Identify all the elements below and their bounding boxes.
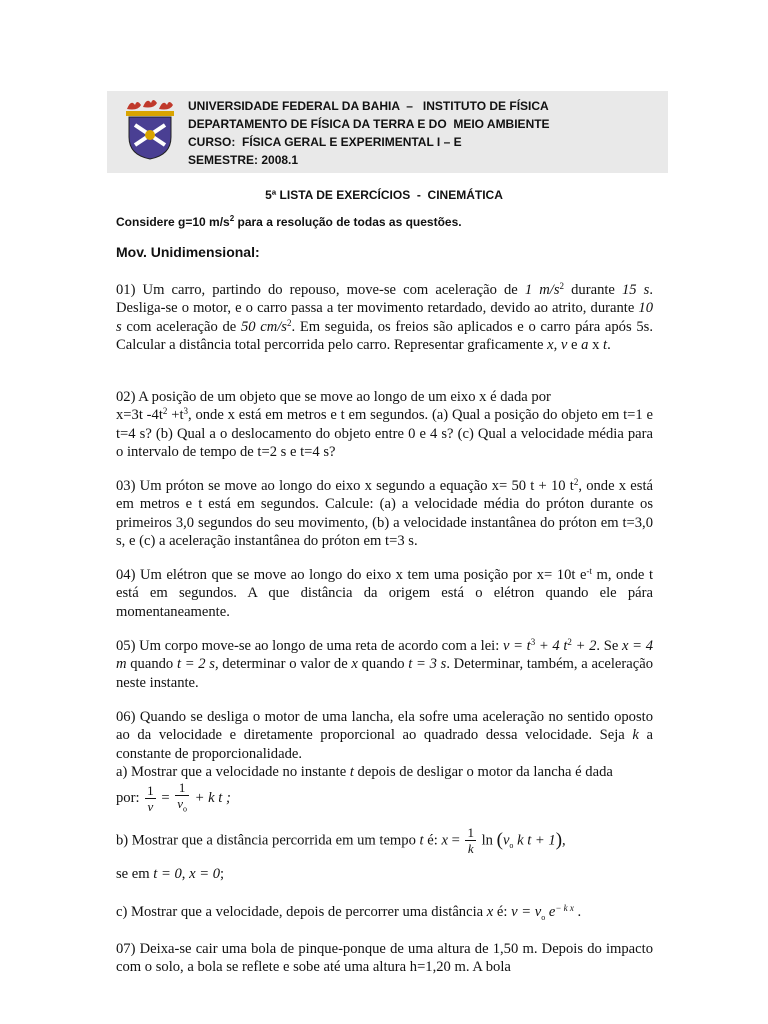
question-01: 01) Um carro, partindo do repouso, move-se com aceleração de 1 $m/s^2$ durante 15 s. Desliga-se o motor, e o carro passa a ter movimento retardado, devido ao atrito, durante 10 s com aceleração de 50 $cm/s^2$. Em seguida, os freios são aplicados e o carro pára após 5s. Calcular a distância total percorrida pelo carro. Representar graficamente x, v e a x t. bbox=[116, 281, 654, 353]
question-03: 03) Um próton se move ao longo do eixo x segundo a equação x= 50 t + 10 $t^2$, onde x está em metros e t está em segundos. Calcule: (a) a velocidade média do próton durante os primeiros 3,0 segundos do seu movimento, (b) a velocidade instantânea do próton em t=3,0 s, e (c) a aceleração instantânea do próton em t=3 s. bbox=[116, 477, 653, 549]
fraction-1-over-k: $\frac{1}{k}$ bbox=[467, 825, 474, 856]
question-04: 04) Um elétron que se move ao longo do eixo x tem uma posição por x= 10t $e^{-t}$ m, onde t está em segundos. A que distância da origem está o elétron quando ele pára momentaneamente. bbox=[116, 566, 654, 620]
header-semester: SEMESTRE: 2008.1 bbox=[188, 153, 299, 167]
question-06-part-b: b) Mostrar que a distância percorrida em um tempo t é: x = $\frac{1}{k}$ $\ln (v_o$ k t + 1), bbox=[116, 825, 566, 856]
list-title: 5ª LISTA DE EXERCÍCIOS - CINEMÁTICA bbox=[265, 188, 503, 202]
question-05: 05) Um corpo move-se ao longo de uma reta de acordo com a lei: $v = t^3 + 4$ $t^2 + 2$. Se x = 4 m quando t = 2 s, determinar o valor de x quando t = 3 s. Determinar, também, a aceleração neste instante. bbox=[116, 637, 654, 691]
header-department: DEPARTAMENTO DE FÍSICA DA TERRA E DO MEIO AMBIENTE bbox=[188, 117, 550, 131]
question-07: 07) Deixa-se cair uma bola de pinque-ponque de uma altura de 1,50 m. Depois do impacto com o solo, a bola se reflete e sobe até uma altura h=1,20 m. A bola bbox=[116, 941, 653, 976]
section-title: Mov. Unidimensional: bbox=[116, 244, 260, 260]
header-university: UNIVERSIDADE FEDERAL DA BAHIA – INSTITUTO DE FÍSICA bbox=[188, 99, 549, 113]
header-course: CURSO: FÍSICA GERAL E EXPERIMENTAL I – E bbox=[188, 135, 462, 149]
question-06-part-b-condition: se em t = 0, x = 0; bbox=[116, 866, 225, 882]
fraction-1-over-v: $\frac{1}{v}$ bbox=[147, 782, 154, 814]
institution-header bbox=[188, 97, 550, 169]
question-02: 02) A posição de um objeto que se move ao longo de um eixo x é dada por x=3t $-4t^2 +t^3$, onde x está em metros e t em segundos. (a) Qual a posição do objeto em t=1 e t=4 s? (b) Qual a o deslocamento do objeto entre 0 e 4 s? (c) Qual a velocidade média para o intervalo de tempo de t=2 s e t=4 s? bbox=[116, 389, 653, 460]
question-06-part-a: a) Mostrar que a velocidade no instante t depois de desligar o motor da lancha é dada bbox=[116, 764, 613, 780]
gravity-note: Considere g=10 $m/s^2$ para a resolução de todas as questões. bbox=[116, 214, 462, 229]
fraction-1-over-vo: $\frac{1}{v_o}$ bbox=[177, 780, 187, 814]
header-block bbox=[107, 91, 668, 173]
question-06: 06) Quando se desliga o motor de uma lancha, ela sofre uma aceleração no sentido oposto ao da velocidade e diretamente proporcional ao quadrado dessa velocidade. Seja k a constante de proporcionalidade. bbox=[116, 709, 653, 762]
question-06-part-c: c) Mostrar que a velocidade, depois de percorrer uma distância x é: $v = v_o$ $e^{- k x}$ . bbox=[116, 903, 582, 922]
question-06-formula-a: por: $\frac{1}{v}$ = $\frac{1}{v_o}$ + k t ; bbox=[116, 780, 653, 817]
university-crest-icon bbox=[121, 95, 179, 161]
